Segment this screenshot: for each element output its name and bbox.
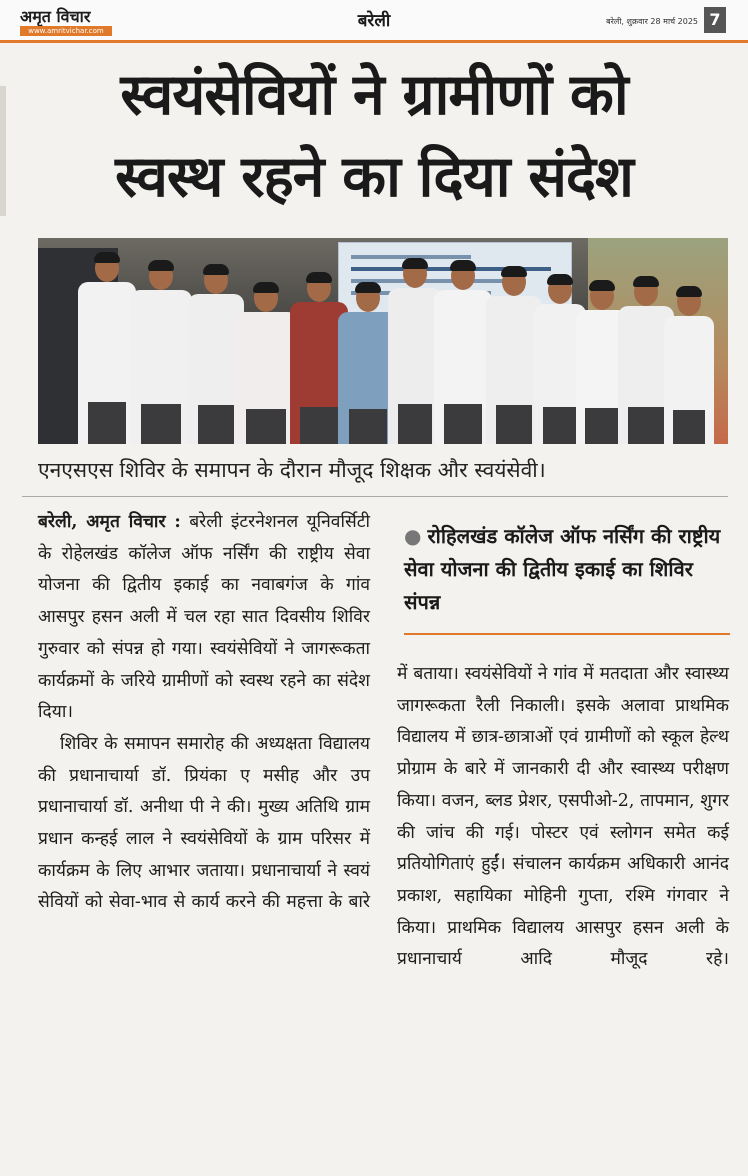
photo-caption: एनएसएस शिविर के समापन के दौरान मौजूद शिक्षक और स्वयंसेवी। [38, 458, 546, 482]
newspaper-logo: अमृत विचार [20, 7, 91, 26]
article-dateline: बरेली, अमृत विचार : [38, 512, 181, 532]
article-paragraph-1: बरेली इंटरनेशनल यूनिवर्सिटी के रोहेलखंड कॉलेज ऑफ नर्सिंग की राष्ट्रीय सेवा योजना की द्वितीय इकाई का नवाबगंज के गांव आसपुर हसन अली में चल रहा सात दिवसीय शिविर गुरुवार को संपन्न हो गया। स्वयंसेवियों ने जागरूकता कार्यक्रमों के जरिये ग्रामीणों को स्वस्थ रहने का संदेश दिया। [38, 512, 370, 723]
photo-person [434, 262, 492, 444]
edition-date: बरेली, शुक्रवार 28 मार्च 2025 [606, 17, 698, 26]
photo-person [130, 262, 192, 444]
subheading-rule [404, 633, 730, 635]
headline-line-1: स्वयंसेवियों ने ग्रामीणों को [120, 61, 628, 128]
photo-person [234, 284, 298, 444]
photo-person [78, 254, 136, 444]
subheading-text: रोहिलखंड कॉलेज ऑफ नर्सिंग की राष्ट्रीय सेवा योजना की द्वितीय इकाई का शिविर संपन्न [404, 524, 721, 614]
photo-person [664, 288, 714, 444]
article-subheading [404, 520, 730, 619]
article-paragraph-2: शिविर के समापन समारोह की अध्यक्षता विद्यालय की प्रधानाचार्या डॉ. प्रियंका ए मसीह और उप प्रधानाचार्या डॉ. अनीथा पी ने की। मुख्य अतिथि ग्राम प्रधान कन्हई लाल ने स्वयंसेवियों के ग्राम परिसर में कार्यक्रम के लिए आभार जताया। प्रधानाचार्या ने स्वयं सेवियों को सेवा-भाव से कार्य करने की महत्ता के बारे [38, 733, 370, 913]
newspaper-website: www.amritvichar.com [20, 26, 112, 36]
edition-city: बरेली [357, 11, 391, 31]
article-column-right [397, 659, 729, 976]
headline-line-2: स्वस्थ रहने का दिया संदेश [115, 143, 633, 210]
caption-divider [22, 496, 728, 497]
article-headline [0, 54, 748, 218]
article-paragraph-3: में बताया। स्वयंसेवियों ने गांव में मतदाता और स्वास्थ्य जागरूकता रैली निकाली। इसके अलावा प्राथमिक विद्यालय में छात्र-छात्राओं एवं ग्रामीणों को स्कूल हेल्थ प्रोग्राम के बारे में जानकारी दी और स्वास्थ्य परीक्षण किया। वजन, ब्लड प्रेशर, एसपीओ-2, तापमान, शुगर की जांच की गई। पोस्टर एवं स्लोगन समेत कई प्रतियोगिताएं हुईं। संचालन कार्यक्रम अधिकारी आनंद प्रकाश, सहायिका मोहिनी गुप्ता, रश्मि गंगवार ने किया। प्राथमिक विद्यालय आसपुर हसन अली के प्रधानाचार्य आदि मौजूद रहे। [397, 664, 729, 970]
bullet-icon: ● [404, 524, 422, 548]
masthead [0, 0, 748, 43]
page-number: 7 [704, 7, 726, 33]
article-column-left [38, 507, 370, 919]
article-photo [38, 238, 728, 444]
